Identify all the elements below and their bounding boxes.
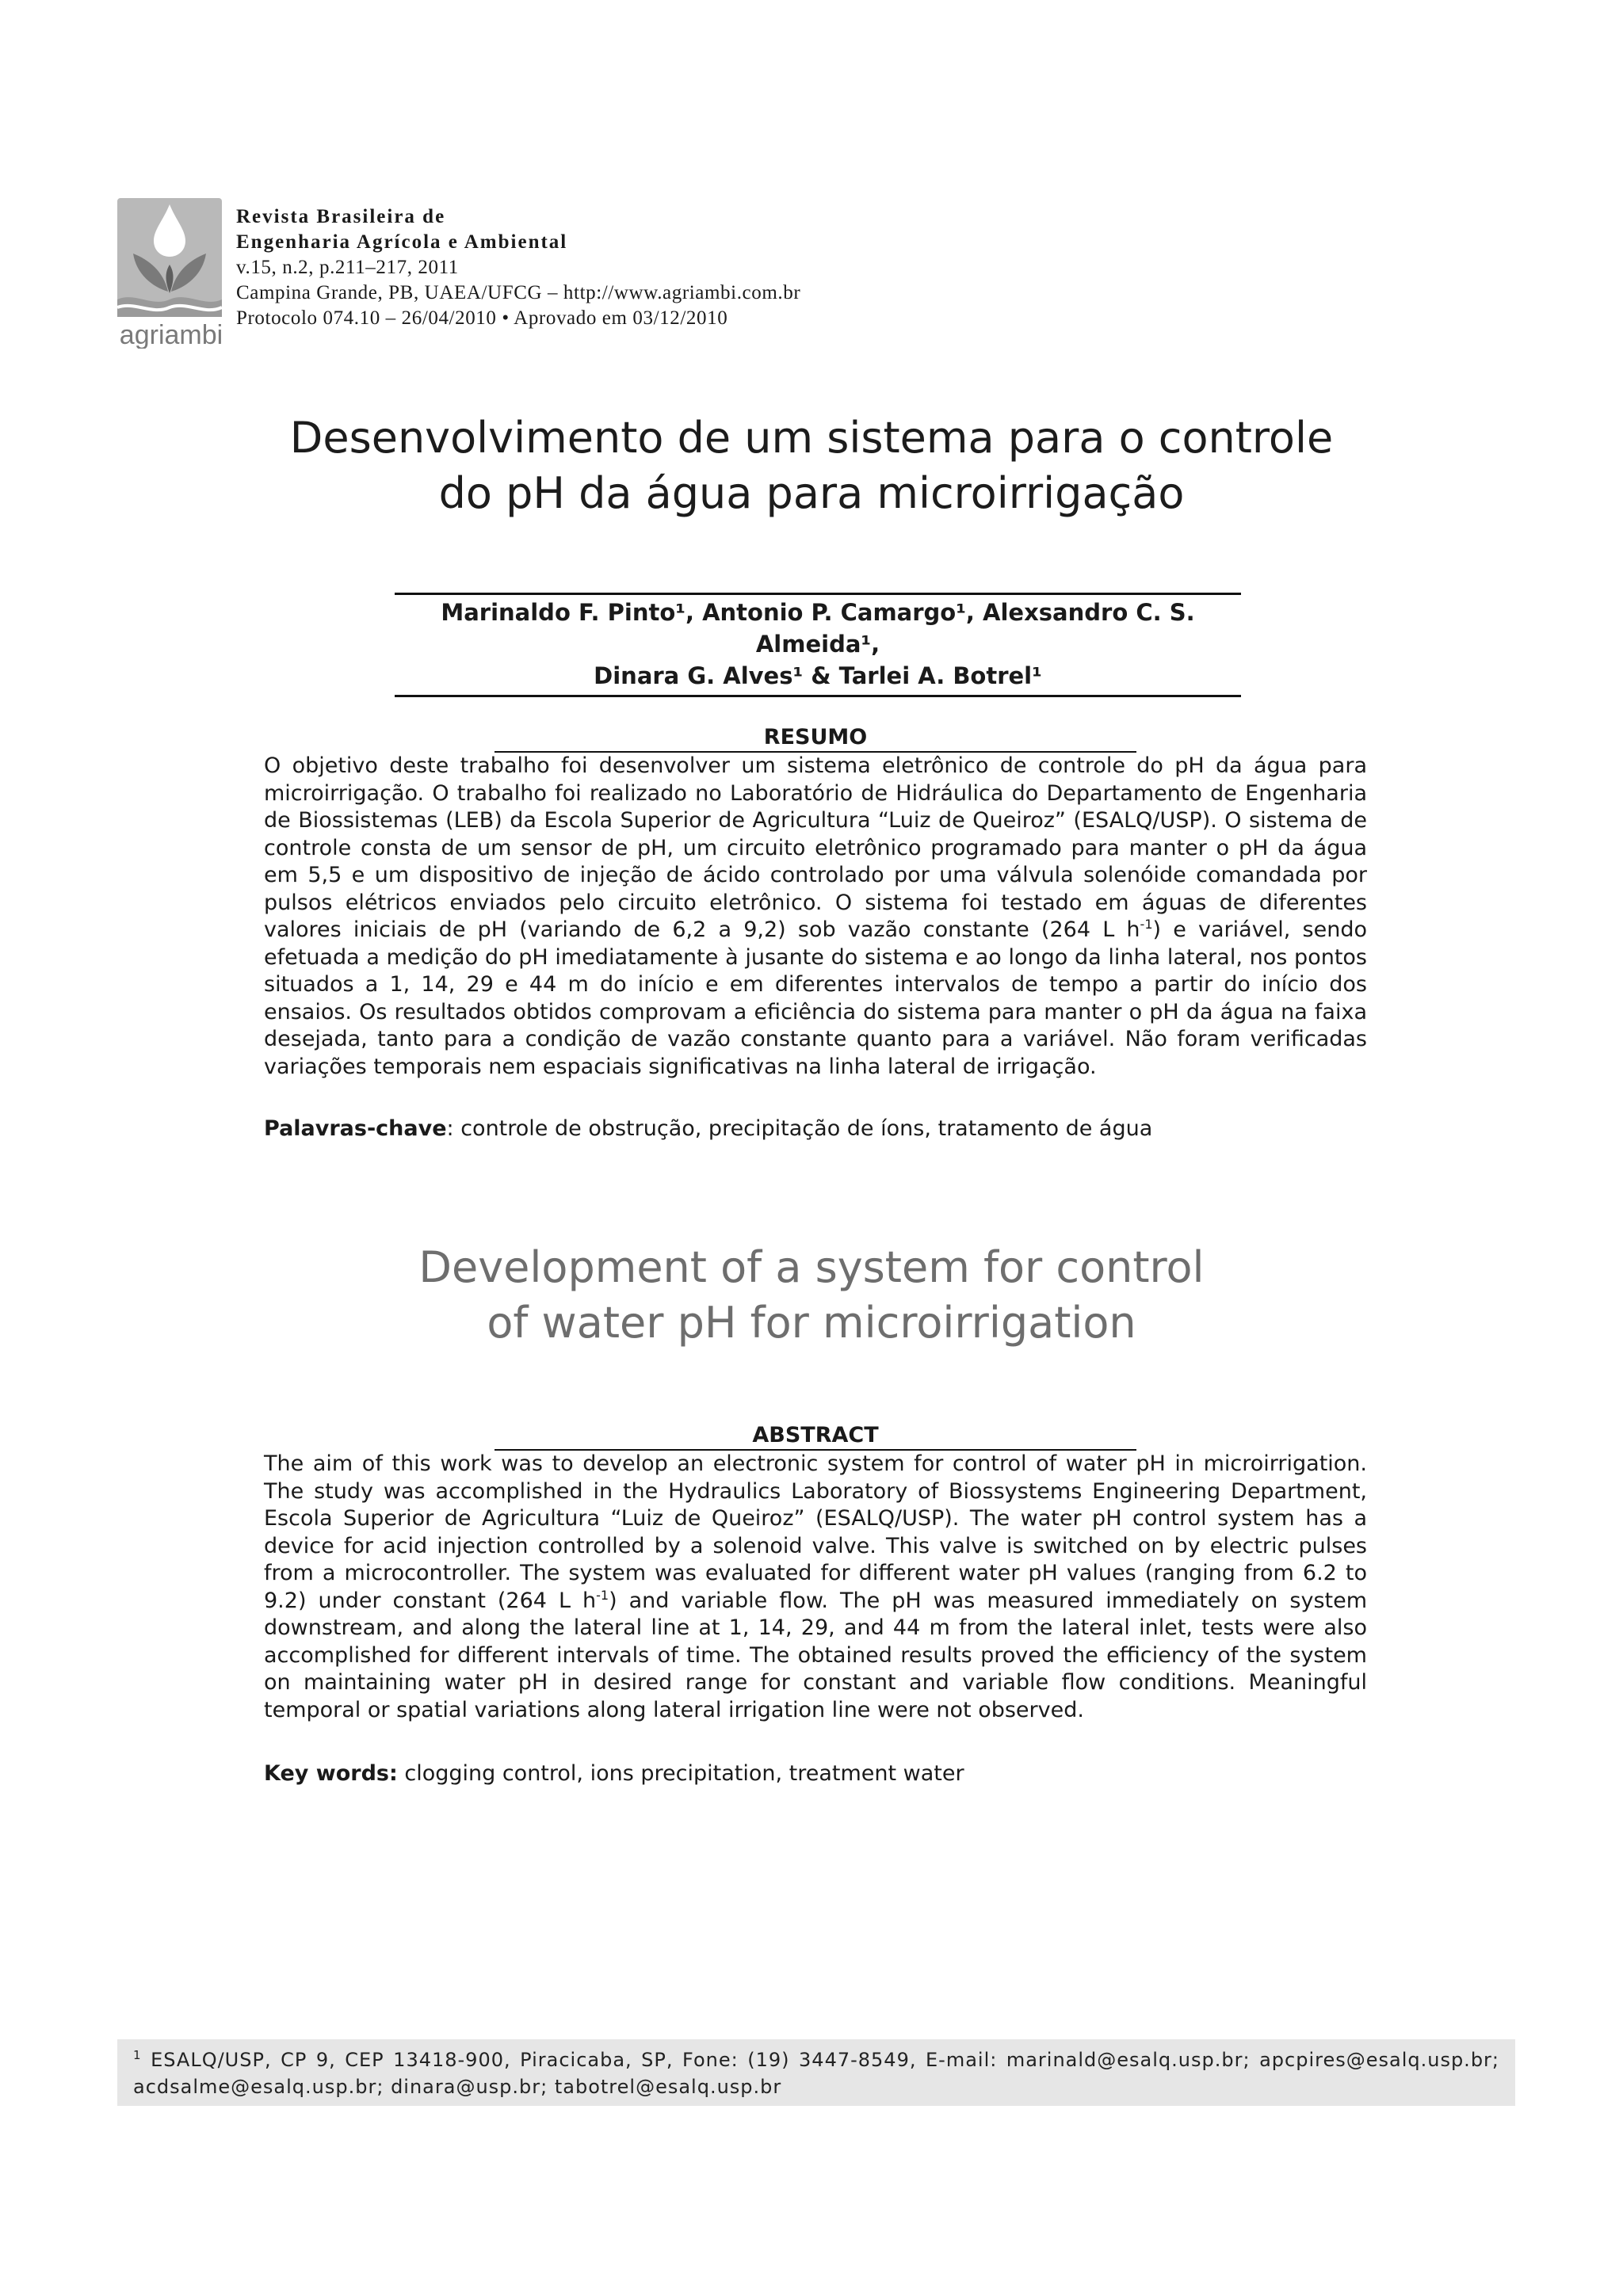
journal-location-url: Campina Grande, PB, UAEA/UFCG – http://www.agriambi.com.br (236, 282, 801, 303)
resumo-text-a: O objetivo deste trabalho foi desenvolver um sistema eletrônico de controle do pH da água para microirrigação. O trabalho foi realizado no Laboratório de Hidráulica do Departamento de Engenharia de Biossistemas (LEB) da Escola Superior de Agricultura “Luiz de Queiroz” (ESALQ/USP). O sistema de controle consta de um sensor de pH, um circuito eletrônico programado para manter o pH da água em 5,5 e um dispositivo de injeção de ácido controlado por uma válvula solenóide comandada por pulsos elétricos enviados pelo circuito eletrônico. O sistema foi testado em águas de diferentes valores iniciais de pH (variando de 6,2 a 9,2) sob vazão constante (264 L h (264, 753, 1367, 942)
abstract-text-a: The aim of this work was to develop an electronic system for control of water pH in microirrigation. The study was accomplished in the Hydraulics Laboratory of Biossystems Engineering Department, Escola Superior de Agricultura “Luiz de Queiroz” (ESALQ/USP). The water pH control system has a device for acid injection controlled by a solenoid valve. This valve is switched on by electric pulses from a microcontroller. The system was evaluated for different water pH values (ranging from 6.2 to 9.2) under constant (264 L h (264, 1451, 1367, 1613)
svg-text:agriambi: agriambi (119, 320, 223, 349)
author-line2: Dinara G. Alves¹ & Tarlei A. Botrel¹ (594, 662, 1042, 689)
abstract-text-b: ) and variable flow. The pH was measured immediately on system downstream, and along the lateral line at 1, 14, 29, and 44 m from the lateral inlet, tests were also accomplished for different intervals of time. The obtained results proved the efficiency of the system on maintaining water pH in desired range for constant and variable flow conditions. Meaningful temporal or spatial variations along lateral irrigation line were not observed. (264, 1588, 1368, 1722)
affiliation-footnote (133, 2042, 1499, 2100)
paper-title-pt-line1: Desenvolvimento de um sistema para o controle (289, 413, 1334, 463)
resumo-unit-superscript: -1 (1140, 917, 1153, 932)
journal-name-line1: Revista Brasileira de (236, 206, 446, 227)
paper-title-en (0, 1240, 1623, 1351)
journal-protocol: Protocolo 074.10 – 26/04/2010 • Aprovado em 03/12/2010 (236, 307, 728, 329)
agriambi-logo (117, 198, 227, 349)
journal-info (236, 204, 800, 331)
footnote-text: ESALQ/USP, CP 9, CEP 13418-900, Piracicaba, SP, Fone: (19) 3447-8549, E-mail: marinald@esalq.usp.br; apcpires@esalq.usp.br; acdsalme@esalq.usp.br; dinara@usp.br; tabotrel@esalq.usp.br (133, 2049, 1499, 2098)
palavras-chave-label: Palavras-chave (264, 1116, 447, 1141)
paper-title-en-line2: of water pH for microirrigation (487, 1298, 1136, 1348)
paper-title-en-line1: Development of a system for control (418, 1242, 1205, 1292)
abstract-heading: ABSTRACT (495, 1422, 1136, 1451)
palavras-chave-list: : controle de obstrução, precipitação de íons, tratamento de água (446, 1116, 1153, 1141)
key-words (264, 1760, 1367, 1787)
key-words-list: clogging control, ions precipitation, treatment water (397, 1761, 964, 1786)
footnote-marker: 1 (133, 2048, 142, 2062)
abstract-body (264, 1451, 1367, 1724)
resumo-heading: RESUMO (495, 724, 1136, 753)
key-words-label: Key words: (264, 1761, 398, 1786)
paper-title-pt-line2: do pH da água para microirrigação (438, 468, 1185, 518)
journal-name-line2: Engenharia Agrícola e Ambiental (236, 231, 568, 253)
agriambi-logo-icon (117, 198, 227, 349)
author-line1: Marinaldo F. Pinto¹, Antonio P. Camargo¹, Alexsandro C. S. Almeida¹, (441, 599, 1195, 658)
palavras-chave (264, 1116, 1367, 1142)
paper-title-pt (0, 410, 1623, 521)
abstract-unit-superscript: -1 (596, 1587, 609, 1603)
resumo-text-b: ) e variável, sendo efetuada a medição do pH imediatamente à jusante do sistema e ao longo da linha lateral, nos pontos situados a 1, 14, 29 e 44 m do início e em diferentes intervalos de tempo a partir do início dos ensaios. Os resultados obtidos comprovam a eficiência do sistema para manter o pH da água na faixa desejada, tanto para a condição de vazão constante quanto para a variável. Não foram verificadas variações temporais nem espaciais significativas na linha lateral de irrigação. (264, 917, 1368, 1079)
author-list (395, 593, 1241, 697)
journal-volume: v.15, n.2, p.211–217, 2011 (236, 257, 459, 278)
resumo-body (264, 753, 1367, 1081)
